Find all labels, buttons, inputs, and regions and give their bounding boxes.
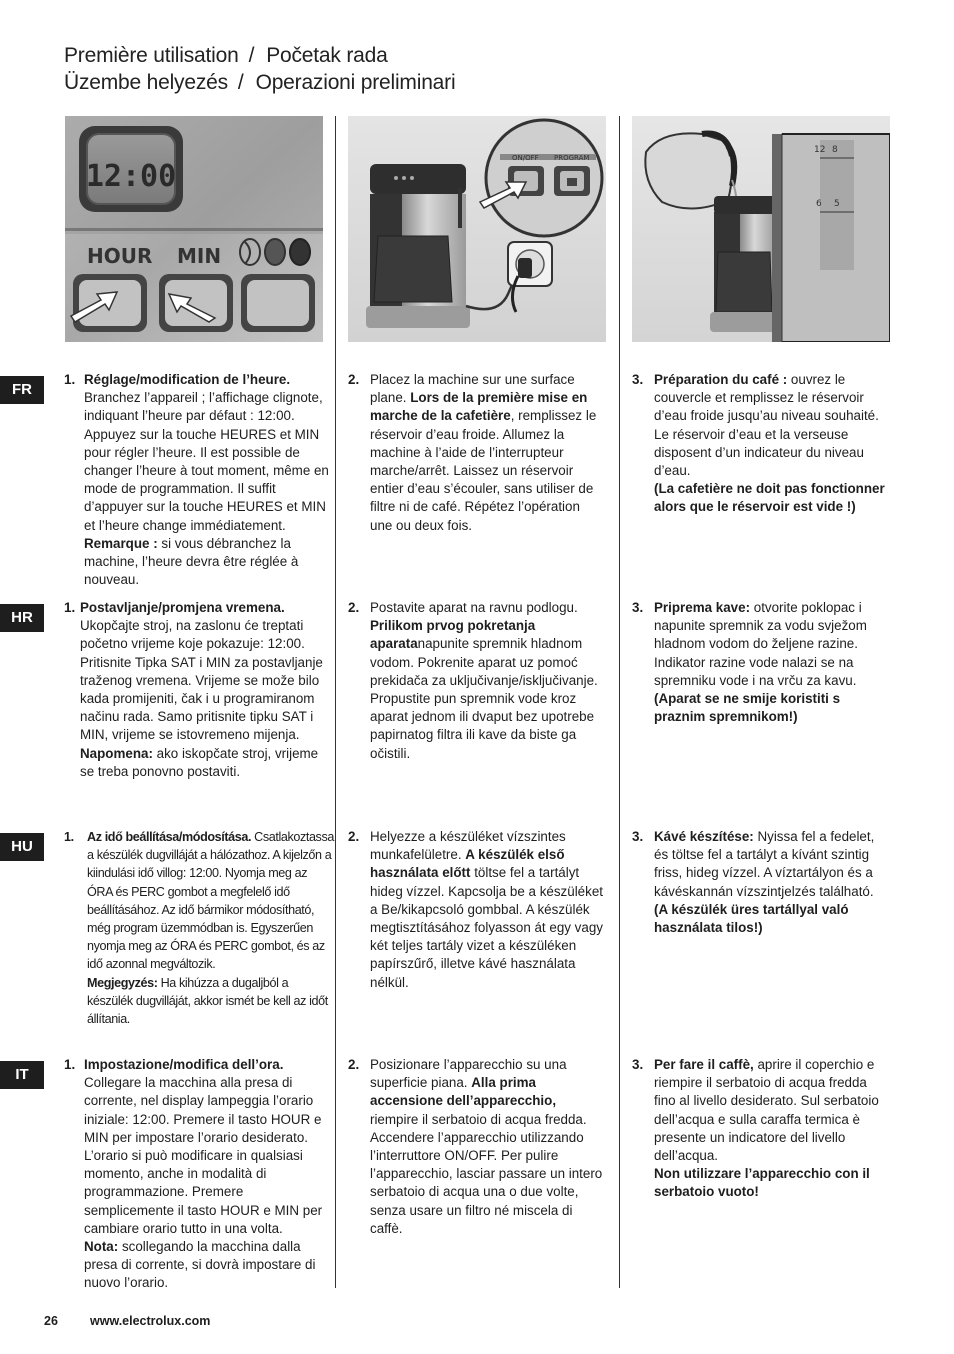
program-label: PROGRAM xyxy=(554,154,590,162)
svg-text:12: 12 xyxy=(814,145,826,155)
note-label: Nota: xyxy=(84,1239,119,1255)
fr-step-3: 3. Préparation du café : ouvrez le couvercle et remplissez le réservoir d’eau froide jusqu’au niveau souhaité. Le réservoir d’eau et la verseuse disposent d’un indicateur du niveau d’eau. (La cafetière ne doit pas fonctionner alors que le réservoir est vide !) xyxy=(632,372,885,515)
page-number: 26 xyxy=(44,1314,58,1328)
note-label: Megjegyzés: xyxy=(87,975,158,990)
note-label: Napomena: xyxy=(80,745,153,761)
step-title: Réglage/modification de l’heure. xyxy=(84,372,291,387)
svg-text:8: 8 xyxy=(832,145,838,155)
clock-display: 12:00 xyxy=(85,159,177,194)
fr-step-2: 2. Placez la machine sur une surface plane. Lors de la première mise en marche de la cafetière, remplissez le réservoir d’eau froide. Allumez la machine à l’aide de l’interrupteur marche/arrêt. Laissez un réservoir entier d’eau s’écouler, sans utiliser de filtre ni de café. Répétez l’opération une ou deux fois. xyxy=(348,372,597,533)
column-divider-1 xyxy=(335,116,336,1288)
step-title: Préparation du café : xyxy=(654,372,788,387)
page-title xyxy=(64,42,455,96)
step-title: Impostazione/modifica dell’ora. xyxy=(84,1057,284,1072)
lang-tab-it: IT xyxy=(0,1061,44,1089)
step-title: Az idő beállítása/módosítása. xyxy=(87,830,252,844)
hr-step-2: 2. Postavite aparat na ravnu podlogu. Prilikom prvog pokretanja aparatanapunite spremnik hladnom vodom. Pokrenite aparat uz pomoć prekidača za uključivanje/isključivanje. Propustite pun spremnik vode kroz aparat jednom ili dvaput bez upotrebe papirnatog filtra ili kave da biste ga očistili. xyxy=(348,600,598,761)
warning-text: (La cafetière ne doit pas fonctionner alors que le réservoir est vide !) xyxy=(654,481,885,515)
lang-tab-hr: HR xyxy=(0,604,44,632)
control-panel-illustration xyxy=(65,116,323,342)
hu-step-3: 3. Kávé készítése: Nyissa fel a fedelet, és töltse fel a tartályt a kívánt szintig friss, hideg vízzel. A víztartályon és a kávéskannán vízszintjelzés található. (A készülék üres tartállyal való használata tilos!) xyxy=(632,829,875,936)
hu-step-1: 1. Az idő beállítása/módosítása. Csatlakoztassa a készülék dugvilláját a hálózathoz. A kijelzőn a kiindulási idő villog: 12:00. Nyomja meg az ÓRA és PERC gombot a megfelelő idő beállításához. Az idő bármikor módosítható, még program üzemmódban is. Egyszerűen nyomja meg az ÓRA és PERC gombot, és az idő azonnal megváltozik. Megjegyzés: Ha kihúzza a dugaljból a készülék dugvilláját, akkor ismét be kell az időt állítania. xyxy=(64,830,334,1027)
water-level-scale xyxy=(814,140,854,270)
warning-text: (Aparat se ne smije koristiti s praznim spremnikom!) xyxy=(654,691,841,725)
hour-label: HOUR xyxy=(87,244,153,268)
step-title: Postavljanje/promjena vremena. xyxy=(80,600,285,615)
lang-tab-hu: HU xyxy=(0,833,44,861)
onoff-leader xyxy=(458,188,462,228)
lang-tab-fr: FR xyxy=(0,376,44,404)
warning-text: Non utilizzare l’apparecchio con il serbatoio vuoto! xyxy=(654,1166,870,1200)
title-line-2: Üzembe helyezés / Operazioni preliminari xyxy=(64,71,456,94)
step-title: Kávé készítése: xyxy=(654,829,754,844)
svg-text:6: 6 xyxy=(816,199,822,209)
it-step-1: 1. Impostazione/modifica dell’ora. Collegare la macchina alla presa di corrente, nel display lampeggia l’orario iniziale: 12:00. Premere il tasto HOUR e MIN per impostare l’orario desiderato. L’orario si può modificare in qualsiasi momento, anche in modalità di programmazione. Premere semplicemente il tasto HOUR e MIN per cambiare orario tutto in una volta. Nota: scollegando la macchina dalla presa di corrente, si dovrà impostare di nuovo l’orario. xyxy=(64,1057,323,1291)
hr-step-1: 1. Postavljanje/promjena vremena. Ukopčajte stroj, na zaslonu će treptati početno vrijeme koje pokazuje: 12:00. Pritisnite Tipka SAT i MIN za postavljanje traženog vremena. Vrijeme se može bilo kada promijeniti, čak i u programiranom načinu rada. Samo pritisnite tipku SAT i MIN, vrijeme se istovremeno mijenja. Napomena: ako iskopčate stroj, vrijeme se treba ponovno postaviti. xyxy=(64,600,323,779)
it-step-2: 2. Posizionare l’apparecchio su una superficie piana. Alla prima accensione dell’apparecchio, riempire il serbatoio di acqua fredda. Accendere l’apparecchio utilizzando l’interruttore ON/OFF. Per pulire l’apparecchio, lasciar passare un intero serbatoio di acqua una o due volte, senza usare un filtro né miscela di caffè. xyxy=(348,1057,603,1236)
column-divider-2 xyxy=(619,116,620,1288)
water-fill-illustration xyxy=(632,116,890,342)
title-line-1: Première utilisation / Početak rada xyxy=(64,44,388,67)
step-title: Per fare il caffè, xyxy=(654,1057,754,1072)
step-title: Priprema kave: xyxy=(654,600,751,615)
hu-step-2: 2. Helyezze a készüléket vízszintes munkafelületre. A készülék első használata előtt töltse fel a tartályt hideg vízzel. Kapcsolja be a készüléket a Be/kikapcsoló gombbal. A készülék megtisztításához folyasson át egy vagy két teljes tartály vizet a készüléken papírszűrő, illetve kávé használata nélkül. xyxy=(348,829,603,990)
note-label: Remarque : xyxy=(84,535,158,551)
fr-step-1: 1. Réglage/modification de l’heure. Branchez l’appareil ; l’affichage clignote, indiquant l’heure par défaut : 12:00. Appuyez sur la touche HEURES et MIN pour régler l’heure. Il est possible de changer l’heure à tout moment, même en mode de programmation. Il suffit d’appuyer sur la touche HEURES et MIN et l’heure change immédiatement. Remarque : si vous débranchez la machine, l’heure devra être réglée à nouveau. xyxy=(64,372,329,588)
min-label: MIN xyxy=(177,244,222,268)
footer-url: www.electrolux.com xyxy=(90,1314,211,1328)
machine-onoff-illustration xyxy=(348,116,606,342)
hr-step-3: 3. Priprema kave: otvorite poklopac i napunite spremnik za vodu svježom hladnom vodom do željene razine. Indikator razine vode nalazi se na spremniku vode i na vrču za kavu. (Aparat se ne smije koristiti s praznim spremnikom!) xyxy=(632,600,867,725)
svg-text:5: 5 xyxy=(834,199,840,209)
warning-text: (A készülék üres tartállyal való használata tilos!) xyxy=(654,901,849,936)
it-step-3: 3. Per fare il caffè, aprire il coperchio e riempire il serbatoio di acqua fredda fino al livello desiderato. Sul serbatoio dell’acqua e sulla caraffa termica è presente un indicatore del livello dell’acqua. Non utilizzare l’apparecchio con il serbatoio vuoto! xyxy=(632,1057,879,1200)
onoff-label: ON/OFF xyxy=(512,154,539,162)
